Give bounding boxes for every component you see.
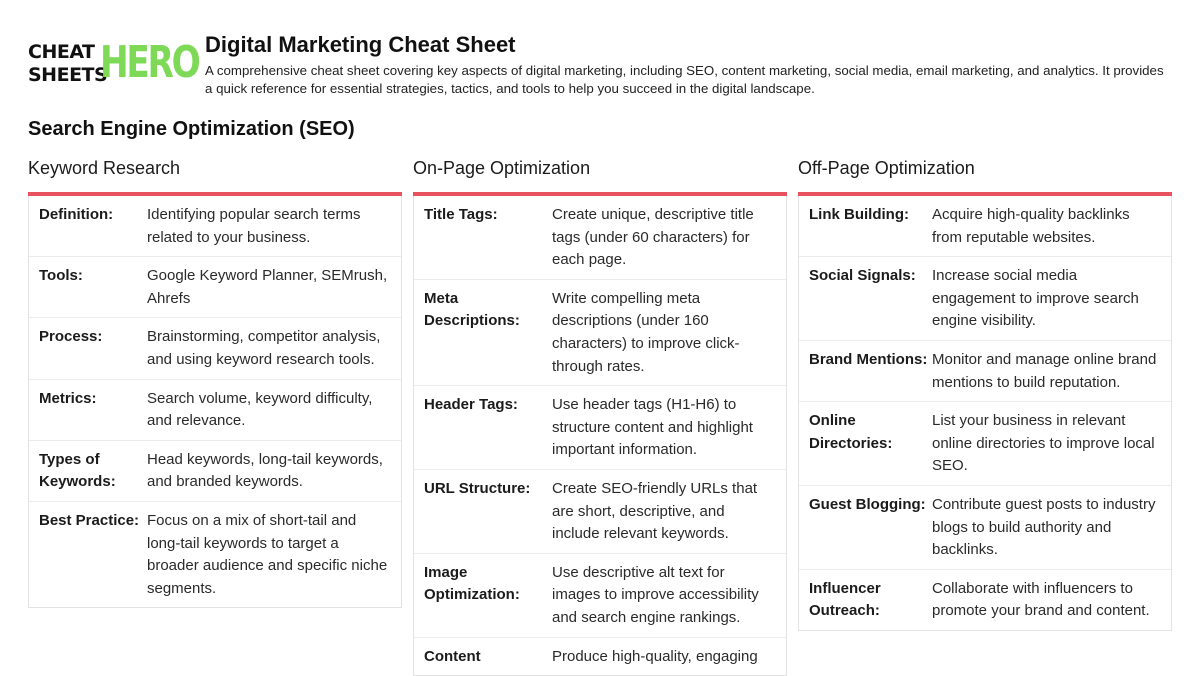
logo-word-cheat: CHEAT [28, 41, 95, 63]
row-value: Acquire high-quality backlinks from reputable websites. [932, 206, 1130, 246]
table-row [29, 318, 401, 379]
row-label: Title Tags: [424, 206, 498, 223]
table-row [414, 554, 786, 638]
row-label: Tools: [39, 267, 83, 285]
table-row [29, 196, 401, 257]
row-value: Head keywords, long-tail keywords, and branded keywords. [147, 450, 383, 491]
row-label: Best Practice: [39, 511, 140, 529]
table-row [414, 386, 786, 470]
column-title: Off-Page Optimization [798, 158, 975, 178]
column-card [28, 196, 402, 608]
table-row [29, 380, 401, 441]
table-row [29, 257, 401, 318]
page-title: Digital Marketing Cheat Sheet [205, 32, 516, 57]
row-value: Contribute guest posts to industry blogs to build authority and backlinks. [932, 495, 1156, 559]
logo-word-hero: HERO [100, 37, 199, 88]
row-label: Types of Keywords: [39, 450, 116, 491]
column-card [798, 196, 1172, 631]
row-label: Social Signals: [809, 267, 916, 285]
table-row [799, 196, 1171, 257]
table-row [799, 257, 1171, 341]
row-value: Focus on a mix of short-tail and long-tail keywords to target a broader audience and specific niche segments. [147, 511, 388, 597]
row-label: Content [424, 647, 481, 665]
table-row [799, 570, 1171, 630]
row-label: URL Structure: [424, 479, 531, 497]
row-value: Write compelling meta descriptions (under 160 characters) to improve click-through rates. [552, 289, 740, 375]
page-description: A comprehensive cheat sheet covering key aspects of digital marketing, including SEO, content marketing, social media, email marketing, and analytics. It provides a quick reference for essential strategies, tactics, and tools to help you succeed in the digital landscape. [205, 63, 1164, 96]
row-label: Link Building: [809, 206, 909, 223]
row-value: Use descriptive alt text for images to improve accessibility and search engine rankings. [552, 563, 759, 626]
row-label: Metrics: [39, 389, 97, 407]
row-value: List your business in relevant online directories to improve local SEO. [932, 412, 1155, 475]
table-row [29, 441, 401, 502]
row-value: Identifying popular search terms related to your business. [147, 206, 361, 246]
row-value: Produce high-quality, engaging [552, 647, 758, 665]
column-on-page-optimization [413, 156, 787, 676]
row-value: Google Keyword Planner, SEMrush, Ahrefs [147, 267, 388, 307]
row-value: Monitor and manage online brand mentions to build reputation. [932, 350, 1157, 391]
row-label: Influencer Outreach: [809, 579, 881, 620]
row-value: Search volume, keyword difficulty, and relevance. [147, 389, 373, 430]
column-card [413, 196, 787, 676]
column-keyword-research [28, 156, 402, 608]
table-row [799, 341, 1171, 402]
row-label: Image Optimization: [424, 563, 520, 604]
row-value: Collaborate with influencers to promote your brand and content. [932, 579, 1150, 620]
row-label: Definition: [39, 206, 114, 223]
table-row [799, 402, 1171, 486]
row-label: Meta Descriptions: [424, 289, 520, 330]
row-value: Increase social media engagement to improve search engine visibility. [932, 267, 1139, 330]
row-label: Online Directories: [809, 412, 893, 452]
row-value: Brainstorming, competitor analysis, and using keyword research tools. [147, 328, 381, 368]
row-label: Process: [39, 328, 103, 346]
site-logo[interactable] [28, 37, 199, 90]
table-row [29, 502, 401, 607]
row-label: Guest Blogging: [809, 495, 926, 513]
row-value: Use header tags (H1-H6) to structure content and highlight important information. [552, 396, 753, 459]
page-header [28, 32, 1178, 102]
table-row [799, 486, 1171, 570]
row-label: Brand Mentions: [809, 350, 928, 368]
table-row [414, 196, 786, 280]
row-label: Header Tags: [424, 396, 518, 414]
row-value: Create SEO-friendly URLs that are short, descriptive, and include relevant keywords. [552, 479, 758, 543]
column-title: Keyword Research [28, 158, 181, 178]
table-row [414, 280, 786, 386]
section-title: Search Engine Optimization (SEO) [28, 118, 355, 140]
column-title: On-Page Optimization [413, 158, 591, 178]
table-row [414, 638, 786, 676]
table-row [414, 470, 786, 554]
column-off-page-optimization [798, 156, 1172, 631]
row-value: Create unique, descriptive title tags (under 60 characters) for each page. [552, 206, 754, 269]
logo-word-sheets: SHEETS [28, 64, 108, 86]
